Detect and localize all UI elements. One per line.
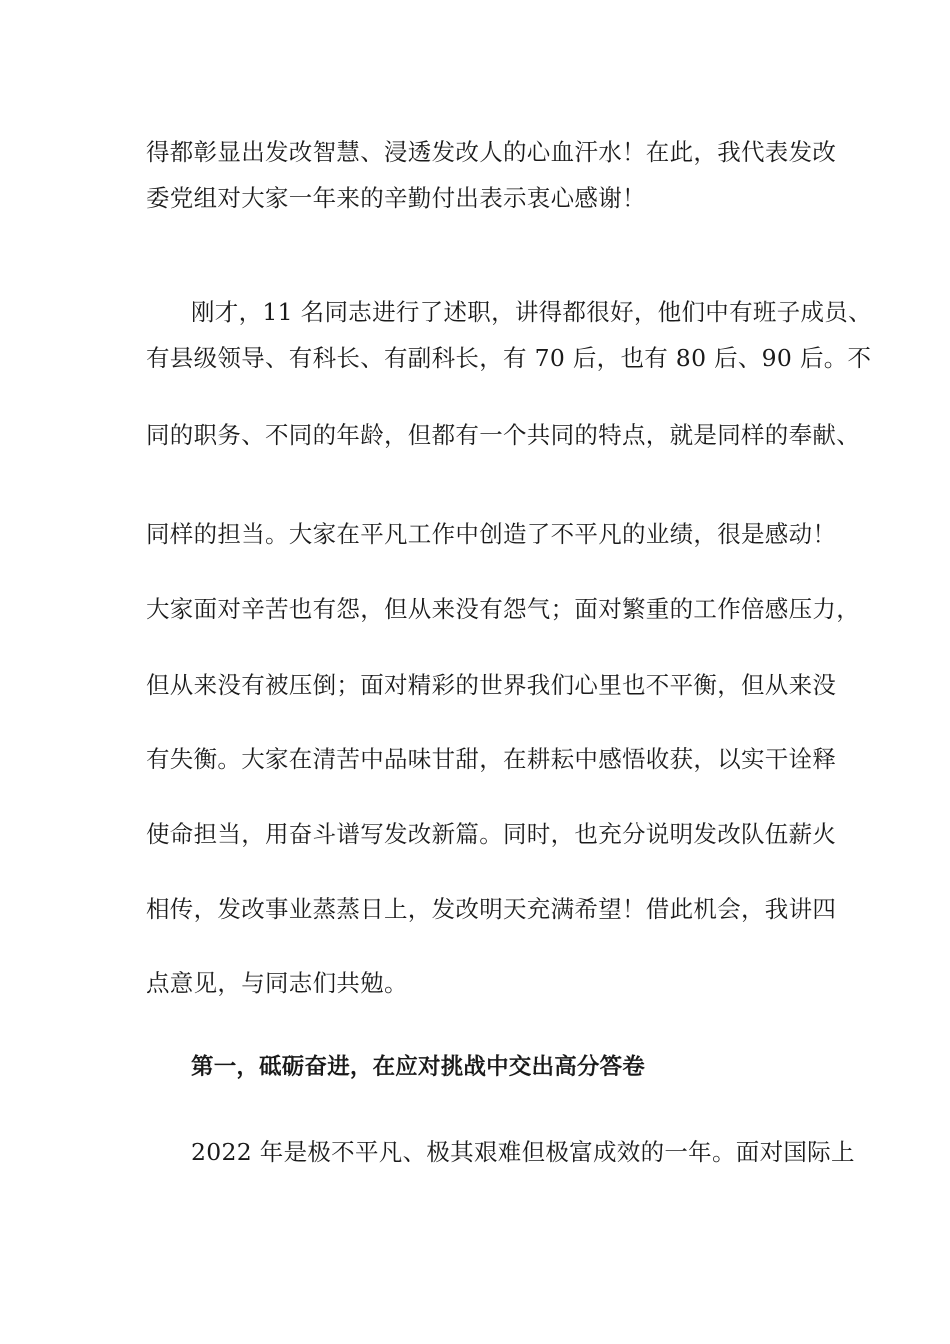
paragraph-line: 刚才，11 名同志进行了述职，讲得都很好，他们中有班子成员、 bbox=[191, 298, 872, 326]
paragraph-line: 同的职务、不同的年龄，但都有一个共同的特点，就是同样的奉献、 bbox=[146, 421, 860, 449]
paragraph-line: 使命担当，用奋斗谱写发改新篇。同时，也充分说明发改队伍薪火 bbox=[146, 820, 837, 848]
paragraph-line: 相传，发改事业蒸蒸日上，发改明天充满希望！借此机会，我讲四 bbox=[146, 895, 837, 923]
paragraph-line: 2022 年是极不平凡、极其艰难但极富成效的一年。面对国际上 bbox=[191, 1138, 855, 1166]
paragraph-line: 点意见，与同志们共勉。 bbox=[146, 969, 408, 997]
paragraph-line: 得都彰显出发改智慧、浸透发改人的心血汗水！在此，我代表发改 bbox=[146, 138, 837, 166]
paragraph-line: 委党组对大家一年来的辛勤付出表示衷心感谢！ bbox=[146, 184, 646, 212]
section-heading: 第一，砥砺奋进，在应对挑战中交出高分答卷 bbox=[191, 1054, 646, 1080]
paragraph-line: 大家面对辛苦也有怨，但从来没有怨气；面对繁重的工作倍感压力， bbox=[146, 595, 860, 623]
paragraph-line: 同样的担当。大家在平凡工作中创造了不平凡的业绩，很是感动！ bbox=[146, 520, 837, 548]
paragraph-line: 但从来没有被压倒；面对精彩的世界我们心里也不平衡，但从来没 bbox=[146, 671, 837, 699]
paragraph-line: 有县级领导、有科长、有副科长，有 70 后，也有 80 后、90 后。不 bbox=[146, 344, 872, 372]
paragraph-line: 有失衡。大家在清苦中品味甘甜，在耕耘中感悟收获，以实干诠释 bbox=[146, 745, 837, 773]
